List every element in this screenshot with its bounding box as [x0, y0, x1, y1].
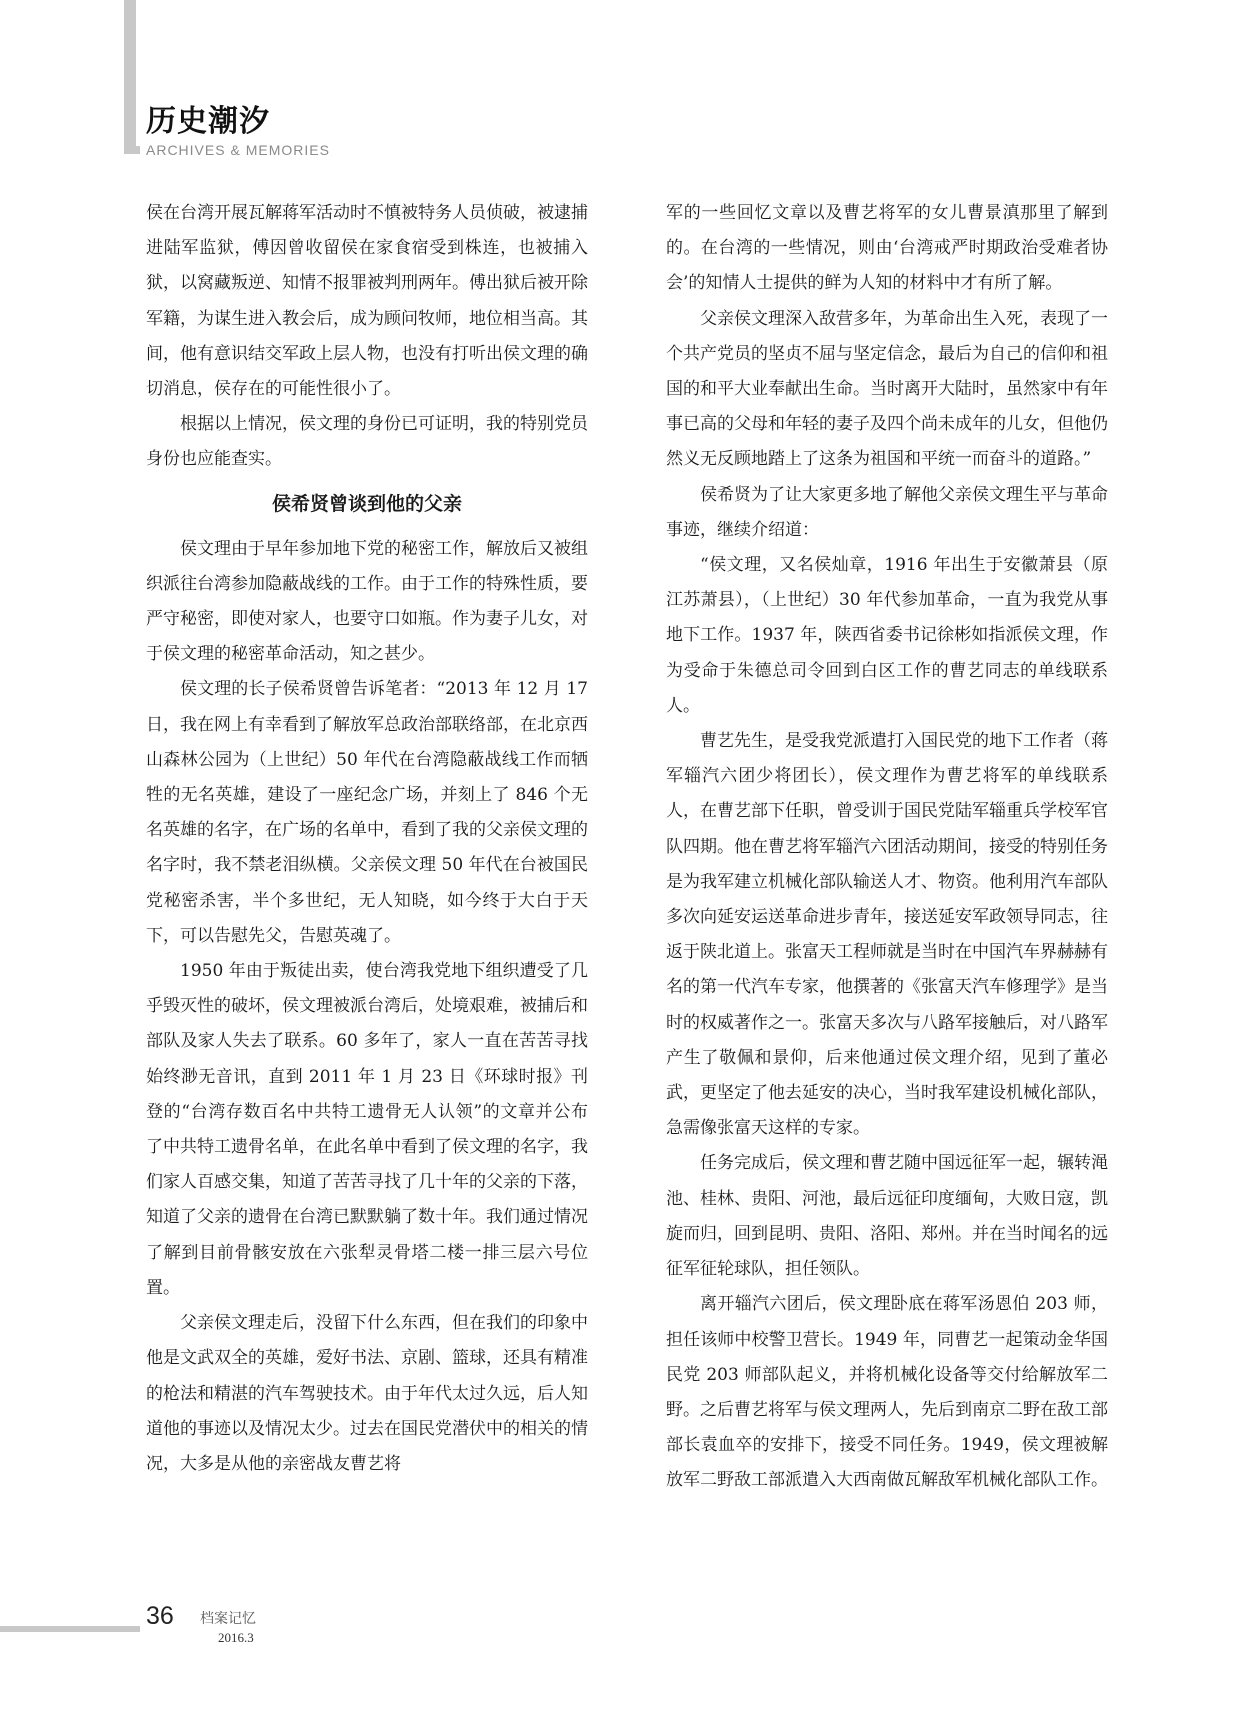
left-paragraphs-after — [146, 532, 588, 1482]
body-paragraph: 侯希贤为了让大家更多地了解他父亲侯文理生平与革命事迹，继续介绍道： — [666, 484, 1108, 540]
body-paragraph: 根据以上情况，侯文理的身份已可证明，我的特别党员身份也应能查实。 — [146, 414, 588, 470]
body-paragraph: 军的一些回忆文章以及曹艺将军的女儿曹景滇那里了解到的。在台湾的一些情况，则由‘台湾戒严时期政治受难者协会’的知情人士提供的鲜为人知的材料中才有所了解。 — [666, 203, 1108, 294]
header-horizontal-bar — [124, 146, 140, 154]
left-paragraphs-before — [146, 196, 588, 478]
issue-number: 2016.3 — [218, 1630, 254, 1645]
section-subtitle: ARCHIVES & MEMORIES — [146, 142, 330, 158]
body-paragraph: 侯文理的长子侯希贤曾告诉笔者：“2013 年 12 月 17 日，我在网上有幸看到了解放军总政治部联络部，在北京西山森林公园为（上世纪）50 年代在台湾隐蔽战线工作而牺牲的无名英雄，建设了一座纪念广场，并刻上了 846 个无名英雄的名字，在广场的名单中，看到了我的父亲侯文理的名字时，我不禁老泪纵横。父亲侯文理 50 年代在台被国民党秘密杀害，半个多世纪，无人知晓，如今终于大白于天下，可以告慰先父，告慰英魂了。 — [146, 679, 588, 946]
footer-bar — [0, 1626, 140, 1632]
page-number: 36 — [146, 1602, 174, 1630]
body-paragraph: 父亲侯文理走后，没留下什么东西，但在我们的印象中他是文武双全的英雄，爱好书法、京剧、篮球，还具有精准的枪法和精湛的汽车驾驶技术。由于年代太过久远，后人知道他的事迹以及情况太少。过去在国民党潜伏中的相关的情况，大多是从他的亲密战友曹艺将 — [146, 1313, 588, 1474]
body-paragraph: 离开辎汽六团后，侯文理卧底在蒋军汤恩伯 203 师，担任该师中校警卫营长。1949 年，同曹艺一起策动金华国民党 203 师部队起义，并将机械化设备等交付给解放军二野。之后曹艺将军与侯文理两人，先后到南京二野在敌工部部长袁血卒的安排下，接受不同任务。1949，侯文理被解放军二野敌工部派遣入大西南做瓦解敌军机械化部队工作。 — [666, 1294, 1108, 1491]
header-vertical-bar — [124, 0, 136, 154]
right-column — [666, 196, 1108, 1596]
right-paragraphs — [666, 196, 1108, 1499]
body-paragraph: 任务完成后，侯文理和曹艺随中国远征军一起，辗转渑池、桂林、贵阳、河池，最后远征印度缅甸，大败日寇，凯旋而归，回到昆明、贵阳、洛阳、郑州。并在当时闻名的远征军征轮球队，担任领队。 — [666, 1153, 1108, 1280]
left-column — [146, 196, 588, 1596]
body-paragraph: 父亲侯文理深入敌营多年，为革命出生入死，表现了一个共产党员的坚贞不屈与坚定信念，最后为自己的信仰和祖国的和平大业奉献出生命。当时离开大陆时，虽然家中有年事已高的父母和年轻的妻子及四个尚未成年的儿女，但他仍然义无反顾地踏上了这条为祖国和平统一而奋斗的道路。” — [666, 308, 1108, 470]
body-paragraph: “侯文理，又名侯灿章，1916 年出生于安徽萧县（原江苏萧县），（上世纪）30 年代参加革命，一直为我党从事地下工作。1937 年，陕西省委书记徐彬如指派侯文理，作为受命于朱德总司令回到白区工作的曹艺同志的单线联系人。 — [666, 555, 1108, 716]
body-paragraph: 侯文理由于早年参加地下党的秘密工作，解放后又被组织派往台湾参加隐蔽战线的工作。由于工作的特殊性质，要严守秘密，即使对家人，也要守口如瓶。作为妻子儿女，对于侯文理的秘密革命活动，知之甚少。 — [146, 538, 588, 665]
body-paragraph: 1950 年由于叛徒出卖，使台湾我党地下组织遭受了几乎毁灭性的破坏，侯文理被派台湾后，处境艰难，被捕后和部队及家人失去了联系。60 多年了，家人一直在苦苦寻找始终渺无音讯，直到 2011 年 1 月 23 日《环球时报》刊登的“台湾存数百名中共特工遗骨无人认领”的文章并公布了中共特工遗骨名单，在此名单中看到了侯文理的名字，我们家人百感交集，知道了苦苦寻找了几十年的父亲的下落，知道了父亲的遗骨在台湾已默默躺了数十年。我们通过情况了解到目前骨骸安放在六张犁灵骨塔二楼一排三层六号位置。 — [146, 961, 588, 1298]
article-subheading: 侯希贤曾谈到他的父亲 — [271, 492, 462, 515]
body-paragraph: 曹艺先生，是受我党派遣打入国民党的地下工作者（蒋军辎汽六团少将团长），侯文理作为曹艺将军的单线联系人，在曹艺部下任职，曾受训于国民党陆军辎重兵学校军官队四期。他在曹艺将军辎汽六团活动期间，接受的特别任务是为我军建立机械化部队输送人才、物资。他利用汽车部队多次向延安运送革命进步青年，接送延安军政领导同志，往返于陕北道上。张富天工程师就是当时在中国汽车界赫赫有名的第一代汽车专家，他撰著的《张富天汽车修理学》是当时的权威著作之一。张富天多次与八路军接触后，对八路军产生了敬佩和景仰，后来他通过侯文理介绍，见到了董必武，更坚定了他去延安的决心，当时我军建设机械化部队，急需像张富天这样的专家。 — [666, 731, 1108, 1139]
journal-name: 档案记忆 — [200, 1611, 256, 1627]
body-paragraph: 侯在台湾开展瓦解蒋军活动时不慎被特务人员侦破，被逮捕进陆军监狱，傅因曾收留侯在家食宿受到株连，也被捕入狱，以窝藏叛逆、知情不报罪被判刑两年。傅出狱后被开除军籍，为谋生进入教会后，成为顾问牧师，地位相当高。其间，他有意识结交军政上层人物，也没有打听出侯文理的确切消息，侯存在的可能性很小了。 — [146, 203, 588, 400]
section-title: 历史潮汐 — [146, 104, 270, 139]
